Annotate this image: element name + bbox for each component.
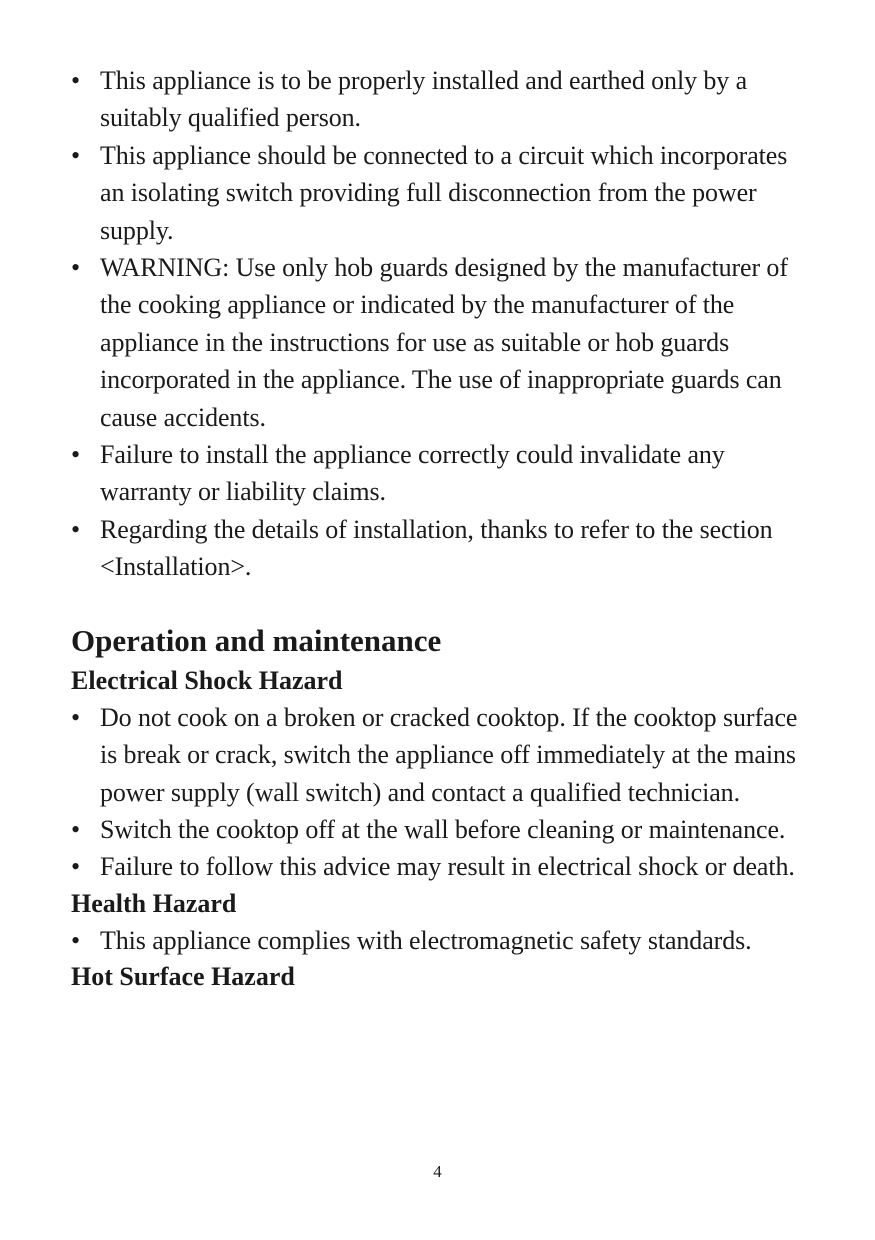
list-item: • Do not cook on a broken or cracked cooktop. If the cooktop surface is break or crack, switch the appliance off immediately at the mains power supply (wall switch) and contact a qualified technician.	[71, 699, 811, 811]
list-item: • Failure to follow this advice may result in electrical shock or death.	[71, 848, 811, 885]
page-number: 4	[433, 1162, 442, 1181]
list-item: • Switch the cooktop off at the wall before cleaning or maintenance.	[71, 811, 811, 848]
electrical-shock-bullet-list	[71, 699, 811, 886]
hot-surface-hazard-heading: Hot Surface Hazard	[71, 962, 295, 992]
list-item: • Regarding the details of installation, thanks to refer to the section <Installation>.	[71, 511, 811, 586]
list-item: • This appliance is to be properly installed and earthed only by a suitably qualified person.	[71, 62, 811, 137]
health-hazard-heading: Health Hazard	[71, 888, 237, 918]
list-item: • WARNING: Use only hob guards designed by the manufacturer of the cooking appliance or indicated by the manufacturer of the appliance in the instructions for use as suitable or hob guards incorporated in the appliance. The use of inappropriate guards can cause accidents.	[71, 249, 811, 436]
list-item: • This appliance should be connected to a circuit which incorporates an isolating switch providing full disconnection from the power supply.	[71, 137, 811, 249]
section-title: Operation and maintenance	[71, 622, 442, 658]
list-item: • This appliance complies with electromagnetic safety standards.	[71, 922, 811, 959]
installation-bullet-list	[71, 62, 811, 586]
health-hazard-bullet-list	[71, 922, 811, 959]
electrical-shock-heading: Electrical Shock Hazard	[71, 665, 343, 695]
list-item: • Failure to install the appliance correctly could invalidate any warranty or liability claims.	[71, 436, 811, 511]
page-content	[71, 62, 811, 995]
